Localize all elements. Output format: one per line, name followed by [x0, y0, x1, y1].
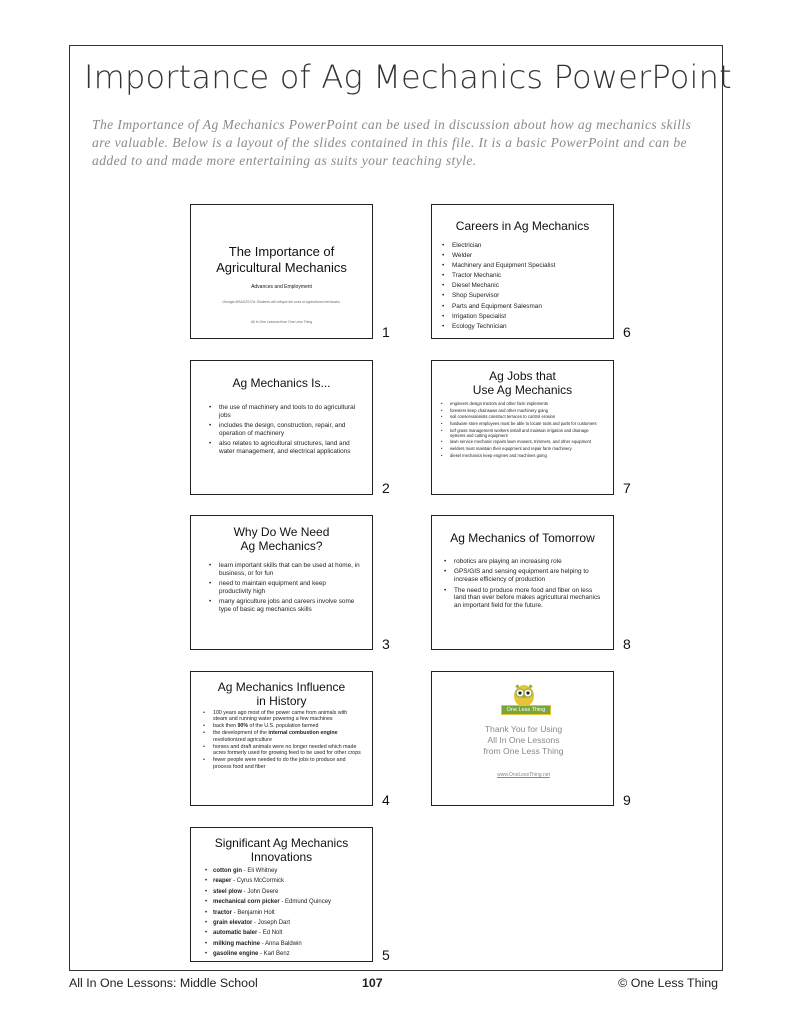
- slide-4-number: 4: [382, 792, 390, 808]
- list-item: • tractor - Benjamin Holt: [199, 909, 364, 917]
- list-item: • Irrigation Specialist: [436, 312, 605, 321]
- list-item: • the use of machinery and tools to do agricultural jobs: [203, 404, 360, 420]
- page-title: Importance of Ag Mechanics PowerPoint: [84, 58, 732, 96]
- list-item: • horses and draft animals were no longer needed which made acres formerly used for growing feed to be used for other crops: [197, 744, 362, 757]
- list-item: • lawn service mechanic repairs lawn mowers, trimmers, and other equipment: [436, 439, 599, 444]
- list-item: • Ecology Technician: [436, 322, 605, 331]
- thank-you-line2: All In One Lessons: [487, 735, 560, 745]
- slide-1-subtitle: Advances and Employment: [251, 284, 312, 290]
- list-item: • Machinery and Equipment Specialist: [436, 261, 605, 270]
- slide-5-title: [191, 836, 372, 864]
- slide-1-credit: All In One Lessons from One Less Thing: [251, 320, 312, 324]
- slide-5-number: 5: [382, 947, 390, 963]
- list-item: • many agriculture jobs and careers involve some type of basic ag mechanics skills: [203, 598, 360, 614]
- slide-3-title: [191, 525, 372, 553]
- slide-5-bullets: [199, 867, 364, 959]
- slide-6: [431, 204, 614, 339]
- list-item: • robotics are playing an increasing role: [438, 558, 601, 566]
- slide-3-number: 3: [382, 636, 390, 652]
- slide-7-title-line2: Use Ag Mechanics: [472, 383, 573, 397]
- list-item: • The need to produce more food and fiber on less land than ever before makes agricultural mechanics an important field for the future.: [438, 587, 601, 610]
- slide-4: [190, 671, 373, 806]
- slide-2-title: Ag Mechanics Is...: [232, 376, 331, 390]
- slide-5-title-line1: Significant Ag Mechanics: [214, 836, 349, 850]
- footer-page-number: 107: [362, 976, 383, 990]
- slide-3: [190, 515, 373, 650]
- footer-right: © One Less Thing: [618, 976, 718, 990]
- list-item: • grain elevator - Joseph Dart: [199, 919, 364, 927]
- list-item: • 100 years ago most of the power came from animals with steam and running water powering a few machines: [197, 710, 362, 723]
- list-item: • fewer people were needed to do the jobs to produce and process food and fiber: [197, 757, 362, 770]
- slide-8-number: 8: [623, 636, 631, 652]
- list-item: • Diesel Mechanic: [436, 281, 605, 290]
- list-item: • soil conservationists construct terraces to control erosion: [436, 414, 599, 419]
- list-item: • gasoline engine - Karl Benz: [199, 950, 364, 958]
- thank-you-text: [432, 724, 614, 757]
- website-link[interactable]: www.OneLessThing.net: [497, 772, 550, 778]
- slide-7-title-line1: Ag Jobs that: [489, 369, 556, 383]
- slide-2-bullets: [203, 404, 360, 456]
- slide-3-bullets: [203, 562, 360, 614]
- list-item: • steel plow - John Deere: [199, 888, 364, 896]
- list-item: • foresters keep chainsaws and other machinery going: [436, 408, 599, 413]
- logo-banner: One Less Thing: [501, 705, 551, 715]
- list-item: • welders must maintain their equipment and repair farm machinery: [436, 446, 599, 451]
- list-item: • automatic baler - Ed Nolt: [199, 929, 364, 937]
- thank-you-line1: Thank You for Using: [484, 724, 563, 734]
- list-item: • reaper - Cyrus McCormick: [199, 877, 364, 885]
- list-item: • Welder: [436, 251, 605, 260]
- slide-6-bullets: [436, 241, 605, 331]
- slide-8: [431, 515, 614, 650]
- list-item: • diesel mechanics keep engines and machines going: [436, 453, 599, 458]
- list-item: • turf grass management workers install and maintain irrigation and drainage systems and cutting equipment: [436, 428, 599, 438]
- footer-left: All In One Lessons: Middle School: [69, 976, 258, 990]
- slide-8-title: Ag Mechanics of Tomorrow: [450, 531, 595, 545]
- slide-5-title-line2: Innovations: [250, 850, 313, 864]
- list-item: • the development of the internal combustion engine revolutionized agriculture: [197, 730, 362, 743]
- slide-6-title: Careers in Ag Mechanics: [455, 219, 590, 233]
- list-item: • back then 90% of the U.S. population farmed: [197, 723, 362, 729]
- list-item: • cotton gin - Eli Whitney: [199, 867, 364, 875]
- list-item: • hardware store employees must be able to locate tools and parts for customers: [436, 421, 599, 426]
- list-item: • milking machine - Anna Baldwin: [199, 940, 364, 948]
- list-item: • Tractor Mechanic: [436, 271, 605, 280]
- slide-5: [190, 827, 373, 962]
- slide-7-bullets: [436, 401, 599, 458]
- list-item: • GPS/GIS and sensing equipment are helping to increase efficiency of production: [438, 568, 601, 584]
- list-item: • Parts and Equipment Salesman: [436, 302, 605, 311]
- slide-4-bullets: [197, 710, 362, 770]
- list-item: • Shop Supervisor: [436, 291, 605, 300]
- slide-2-number: 2: [382, 480, 390, 496]
- slide-1-number: 1: [382, 324, 390, 340]
- slide-4-title: [191, 680, 372, 708]
- slide-1-title: The Importance of Agricultural Mechanics: [216, 244, 347, 275]
- list-item: • Electrician: [436, 241, 605, 250]
- page-frame: [69, 45, 732, 971]
- list-item: • learn important skills that can be used at home, in business, or for fun: [203, 562, 360, 578]
- slide-4-title-line1: Ag Mechanics Influence: [217, 680, 346, 694]
- slide-4-title-line2: in History: [256, 694, 307, 708]
- list-item: • also relates to agricultural structures, land and water management, and electrical applications: [203, 440, 360, 456]
- list-item: • includes the design, construction, repair, and operation of machinery: [203, 422, 360, 438]
- slide-7: [431, 360, 614, 495]
- intro-paragraph: The Importance of Ag Mechanics PowerPoint can be used in discussion about how ag mechanics skills are valuable. Below is a layout of the slides contained in this file. It is a basic PowerPoint and can be added to and made more entertaining as suits your teaching style.: [92, 117, 692, 168]
- slide-6-number: 6: [623, 324, 631, 340]
- slide-9: [431, 671, 614, 806]
- slide-1-standard: Georgia MSAG2017d: Students will critique the uses of agricultural mechanics.: [222, 300, 341, 304]
- list-item: • need to maintain equipment and keep productivity high: [203, 580, 360, 596]
- slide-9-number: 9: [623, 792, 631, 808]
- slide-8-bullets: [438, 558, 601, 610]
- list-item: • engineers design tractors and other farm implements: [436, 401, 599, 406]
- slide-7-number: 7: [623, 480, 631, 496]
- slide-2: [190, 360, 373, 495]
- slide-1: [190, 204, 373, 339]
- slide-7-title: [432, 369, 613, 397]
- slide-3-title-line1: Why Do We Need: [233, 525, 330, 539]
- slide-3-title-line2: Ag Mechanics?: [240, 539, 323, 553]
- thank-you-line3: from One Less Thing: [483, 746, 564, 756]
- list-item: • mechanical corn picker - Edmund Quincey: [199, 898, 364, 906]
